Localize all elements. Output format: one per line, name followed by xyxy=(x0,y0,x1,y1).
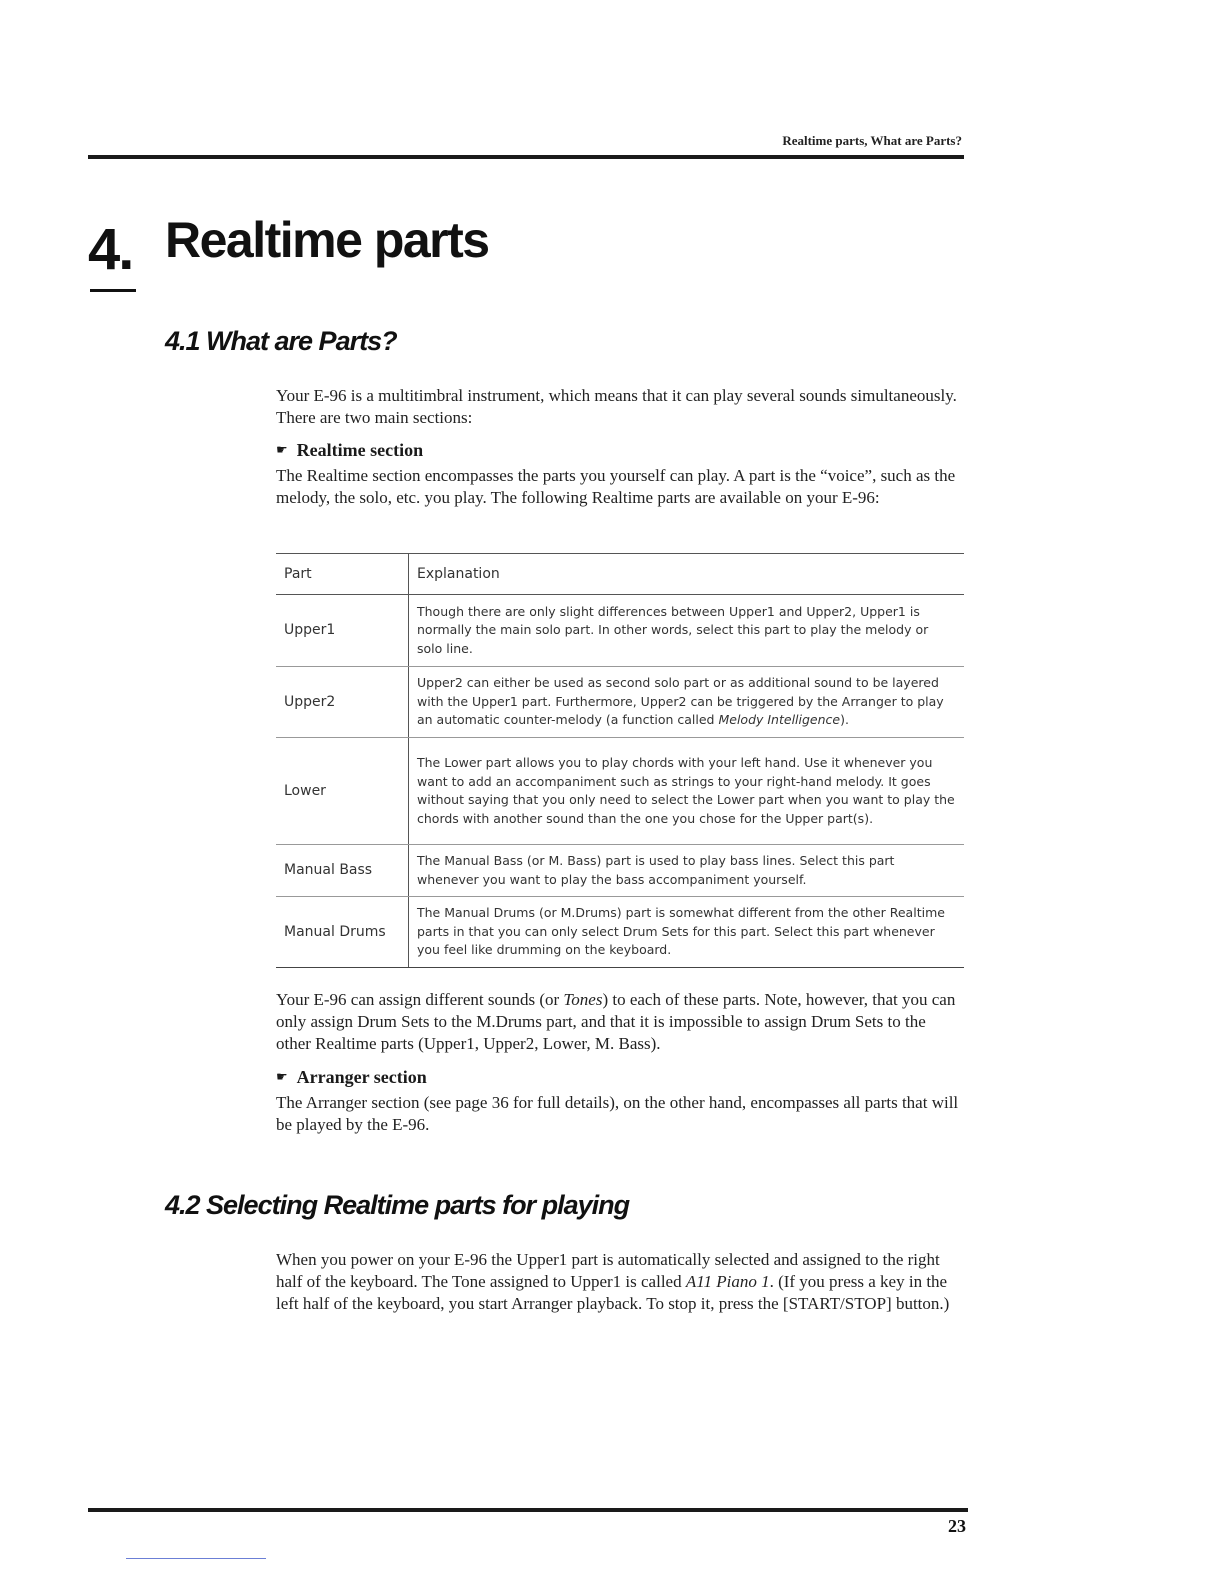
running-head: Realtime parts, What are Parts? xyxy=(782,133,962,148)
scan-artifact-line xyxy=(126,1558,266,1559)
section-title-4-2: 4.2 Selecting Realtime parts for playing xyxy=(165,1190,630,1220)
arranger-heading-label: Arranger section xyxy=(296,1067,427,1087)
pointing-hand-icon: ☛ xyxy=(276,443,288,458)
column-header-explanation: Explanation xyxy=(409,554,965,595)
explanation-text-end: ). xyxy=(840,712,849,728)
pointing-hand-icon: ☛ xyxy=(276,1070,288,1085)
section-title-4-1: 4.1 What are Parts? xyxy=(165,326,397,356)
tones-text: Your E-96 can assign different sounds (or xyxy=(276,990,564,1009)
part-cell: Lower xyxy=(276,738,409,845)
explanation-text: The Manual Drums (or M.Drums) part is somewhat different from the other Realtime parts in that you can only select Drum Sets for this part. Select this part whenever you feel like drumming on the keyboard. xyxy=(417,905,945,958)
realtime-heading-label: Realtime section xyxy=(296,440,424,460)
table-row xyxy=(276,667,964,738)
explanation-text: Though there are only slight differences between Upper1 and Upper2, Upper1 is normally the main solo part. In other words, select this part to play the melody or solo line. xyxy=(417,603,929,656)
tone-name-italic: A11 Piano 1 xyxy=(685,1272,770,1291)
chapter-number-underline xyxy=(90,289,136,292)
tones-italic-term: Tones xyxy=(563,990,603,1009)
table-header-row xyxy=(276,554,964,595)
arranger-section-heading xyxy=(276,1066,427,1091)
explanation-italic-term: Melody Intelligence xyxy=(718,712,841,728)
power-on-text: When you power on your E-96 the Upper1 part is automatically selected and assigned to the right half of the keyboard. The Tone assigned to Upper1 is called xyxy=(276,1250,940,1291)
explanation-cell xyxy=(409,738,965,845)
table-row xyxy=(276,845,964,897)
footer-rule xyxy=(88,1508,968,1512)
intro-paragraph: Your E-96 is a multitimbral instrument, which means that it can play several sounds simultaneously. There are two main sections: xyxy=(276,386,957,427)
column-header-part: Part xyxy=(276,554,409,595)
arranger-paragraph: The Arranger section (see page 36 for full details), on the other hand, encompasses all parts that will be played by the E-96. xyxy=(276,1093,959,1134)
chapter-title: Realtime parts xyxy=(165,212,489,268)
explanation-cell xyxy=(409,897,965,968)
part-cell: Manual Drums xyxy=(276,897,409,968)
realtime-section-heading xyxy=(276,439,423,464)
explanation-text: The Manual Bass (or M. Bass) part is used to play bass lines. Select this part whenever you want to play the bass accompaniment yourself. xyxy=(417,853,895,887)
page-number: 23 xyxy=(948,1516,966,1536)
parts-table xyxy=(276,553,964,968)
explanation-cell xyxy=(409,595,965,667)
table-row xyxy=(276,595,964,667)
table-row xyxy=(276,738,964,845)
tones-text-end: ) to each of these parts. Note, however, that you can only assign Drum Sets to the M.Drums part, and that it is impossible to assign Drum Sets to the other Realtime parts (Upper1, Upper2, Lower, M. Bass). xyxy=(276,990,956,1053)
power-on-paragraph xyxy=(276,1249,964,1315)
explanation-text: The Lower part allows you to play chords with your left hand. Use it whenever you want to add an accompaniment such as strings to your right-hand melody. It goes without saying that you only need to select the Lower part when you want to play the chords with another sound than the one you chose for the Upper part(s). xyxy=(417,755,955,826)
part-cell: Upper1 xyxy=(276,595,409,667)
power-on-text-end: . (If you press a key in the left half of the keyboard, you start Arranger playback. To stop it, press the [START/STOP] button.) xyxy=(276,1272,950,1313)
part-cell: Manual Bass xyxy=(276,845,409,897)
chapter-number: 4. xyxy=(88,217,133,282)
explanation-cell xyxy=(409,845,965,897)
explanation-cell xyxy=(409,667,965,738)
explanation-text: Upper2 can either be used as second solo part or as additional sound to be layered with the Upper1 part. Furthermore, Upper2 can be triggered by the Arranger to play an automatic counter-melody (a function called xyxy=(417,675,944,728)
realtime-paragraph: The Realtime section encompasses the parts you yourself can play. A part is the “voice”, such as the melody, the solo, etc. you play. The following Realtime parts are available on your E-96: xyxy=(276,466,956,507)
table-row xyxy=(276,897,964,968)
tones-paragraph xyxy=(276,989,964,1055)
part-cell: Upper2 xyxy=(276,667,409,738)
header-rule xyxy=(88,155,964,159)
